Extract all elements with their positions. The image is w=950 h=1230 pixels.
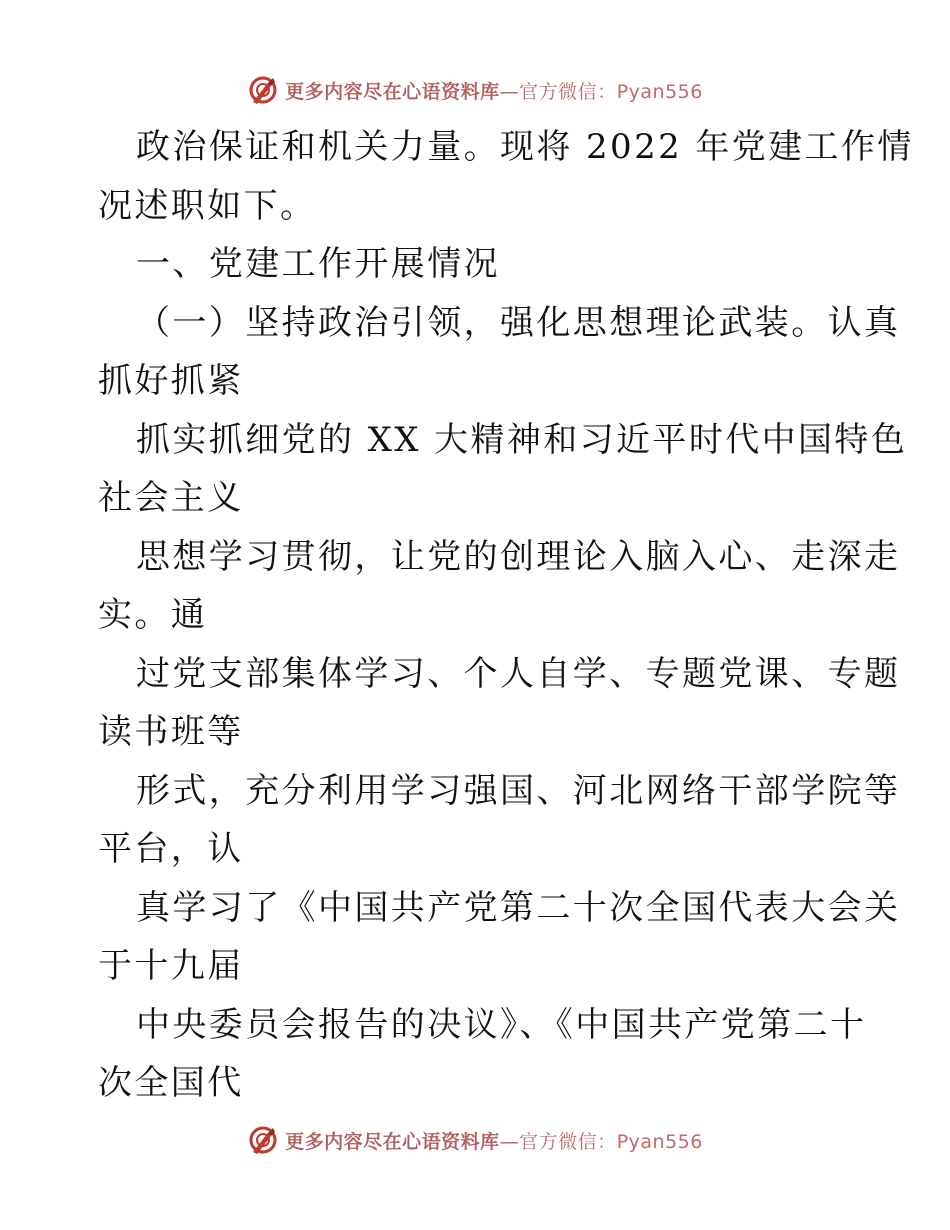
banner-wechat-handle: Pyan556 [616, 80, 703, 103]
text-line: 过党支部集体学习、个人自学、专题党课、专题 [136, 653, 901, 694]
banner-title: 更多内容尽在心语资料库 [285, 80, 500, 103]
footer-banner [0, 1120, 950, 1160]
text-line: 一、党建工作开展情况 [136, 244, 500, 284]
text-line: 抓好抓紧 [98, 361, 244, 401]
text-line: 政治保证和机关力量。现将 2022 年党建工作情 [136, 127, 914, 167]
text-line: 形式，充分利用学习强国、河北网络干部学院等 [136, 770, 901, 811]
text-line: 中央委员会报告的决议》、《中国共产党第二十 [136, 1004, 867, 1045]
text-line: 抓实抓细党的 XX 大精神和习近平时代中国特色 [136, 419, 908, 460]
text-line: 于十九届 [98, 946, 244, 986]
text-line: 读书班等 [98, 712, 244, 752]
banner-separator: — [499, 1130, 520, 1153]
text-line: 况述职如下。 [98, 185, 317, 226]
text-line: 实。通 [98, 595, 208, 635]
text-line: 平台，认 [98, 829, 244, 869]
pen-circle-logo-icon [247, 74, 279, 106]
text-line: 社会主义 [98, 478, 244, 518]
text-line: 真学习了《中国共产党第二十次全国代表大会关 [136, 887, 901, 928]
banner-text [285, 1127, 703, 1154]
banner-wechat-label: 官方微信： [519, 80, 617, 103]
banner-separator: — [499, 80, 520, 103]
text-line: 次全国代 [98, 1063, 244, 1103]
banner-title: 更多内容尽在心语资料库 [285, 1130, 500, 1153]
text-line: （一）坚持政治引领，强化思想理论武装。认真 [136, 302, 901, 343]
header-banner [0, 70, 950, 110]
banner-wechat-label: 官方微信： [519, 1130, 617, 1153]
banner-text [285, 77, 703, 104]
text-line: 思想学习贯彻，让党的创理论入脑入心、走深走 [136, 536, 901, 577]
document-body [98, 118, 914, 1113]
banner-wechat-handle: Pyan556 [616, 1130, 703, 1153]
pen-circle-logo-icon [247, 1124, 279, 1156]
